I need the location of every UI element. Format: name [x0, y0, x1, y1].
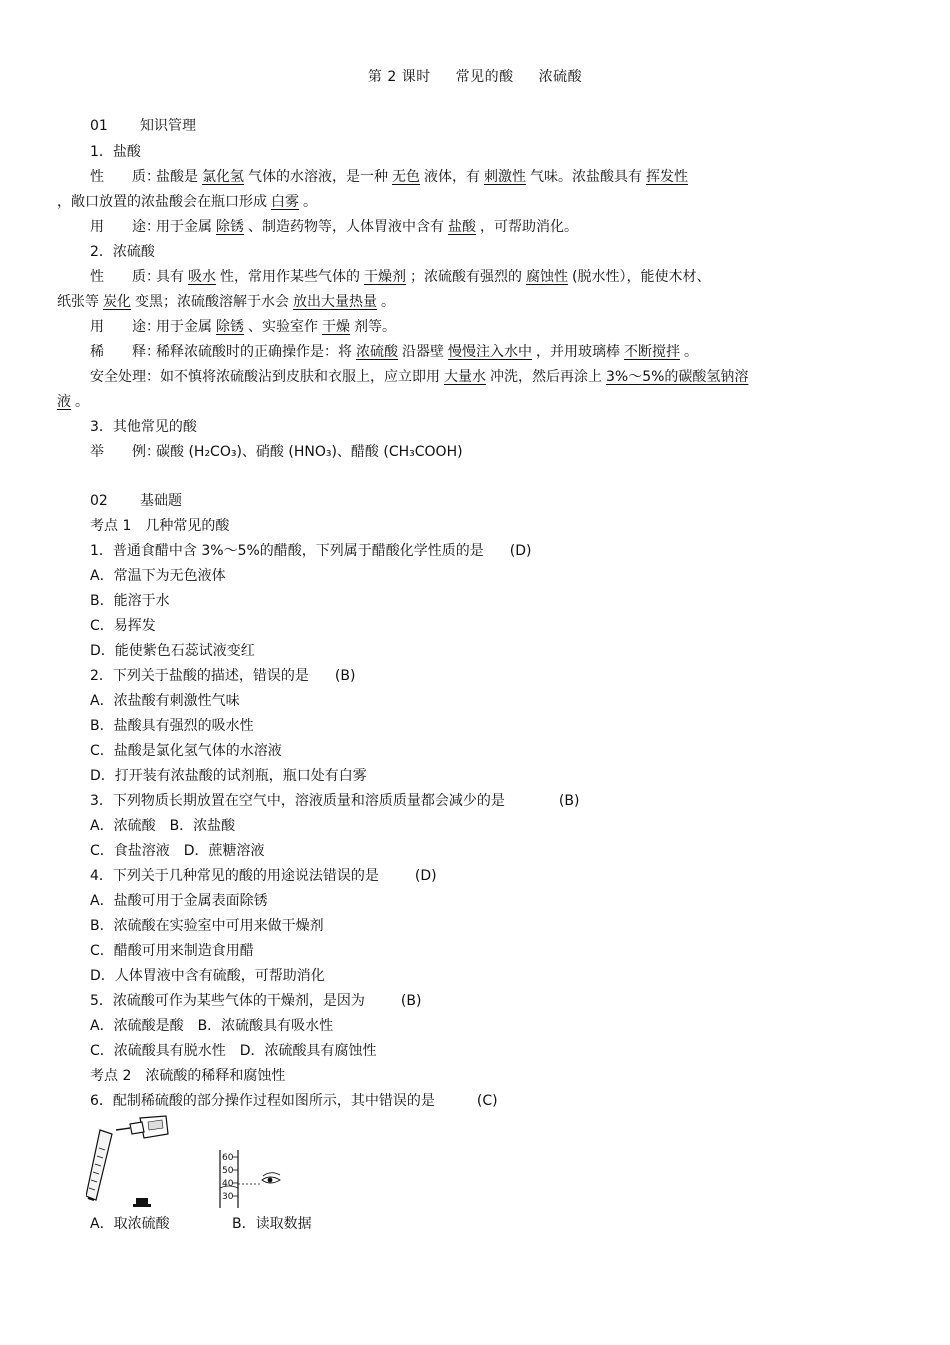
option: A．浓硫酸是酸 B．浓硫酸具有吸水性	[90, 1018, 334, 1034]
option: B．浓硫酸在实验室中可用来做干燥剂	[90, 918, 324, 934]
graduated-cylinder-tilted	[86, 1130, 112, 1200]
text: 碳酸 (H₂CO₃)、硝酸 (HNO₃)、醋酸 (CH₃COOH)	[156, 444, 463, 460]
text: 具有	[156, 269, 184, 285]
text: 。	[381, 294, 395, 310]
option: A．常温下为无色液体	[90, 568, 226, 584]
blank-answer: 除锈	[216, 219, 244, 235]
text: ，可帮助消化。	[480, 219, 578, 235]
text: 2．下列关于盐酸的描述，错误的是	[90, 668, 309, 684]
label: 用 途：	[90, 319, 160, 335]
title-lesson: 第 2 课时	[367, 69, 431, 85]
hcl-properties-line1	[90, 167, 692, 187]
answer: (B)	[400, 993, 422, 1009]
h2so4-properties-line1	[90, 267, 710, 287]
section-number: 01	[90, 118, 108, 134]
section-number: 02	[90, 493, 108, 509]
key-point-2: 考点 2 浓硫酸的稀释和腐蚀性	[90, 1068, 286, 1084]
blank-answer: 大量水	[444, 369, 486, 385]
blank-answer: 慢慢注入水中	[448, 344, 532, 360]
bottle-stopper	[133, 1198, 151, 1207]
label: 举 例：	[90, 444, 160, 460]
option: C．浓硫酸具有脱水性 D．浓硫酸具有腐蚀性	[90, 1043, 377, 1059]
option: D．能使紫色石蕊试液变红	[90, 643, 255, 659]
hcl-uses-line	[90, 217, 578, 237]
text: 、制造药物等，人体胃液中含有	[248, 219, 444, 235]
text: 气味。浓盐酸具有	[530, 169, 642, 185]
blank-answer: 无色	[392, 169, 420, 185]
text: 沿器壁	[402, 344, 444, 360]
option: B．盐酸具有强烈的吸水性	[90, 718, 254, 734]
answer: (B)	[334, 668, 356, 684]
answer: (D)	[414, 868, 437, 884]
hcl-heading: 1．盐酸	[90, 144, 141, 160]
text: 液体，有	[424, 169, 480, 185]
question-2-stem	[90, 666, 355, 686]
label: 性 质：	[90, 269, 160, 285]
h2so4-dilution-line	[90, 342, 698, 362]
cylinder-scale	[220, 1150, 238, 1208]
answer: (B)	[558, 793, 580, 809]
scale-label: 30	[222, 1192, 234, 1202]
eye-icon	[262, 1173, 280, 1183]
text: 稀释浓硫酸时的正确操作是：将	[156, 344, 352, 360]
h2so4-safety-line1	[90, 367, 752, 387]
text: 。	[303, 194, 317, 210]
text: 性，常用作某些气体的	[220, 269, 360, 285]
figure-b-read-scale	[216, 1150, 286, 1210]
option: B．能溶于水	[90, 593, 170, 609]
blank-answer: 吸水	[188, 269, 216, 285]
text: ，敞口放置的浓盐酸会在瓶口形成	[57, 194, 267, 210]
option: D．打开装有浓盐酸的试剂瓶，瓶口处有白雾	[90, 768, 367, 784]
scale-label: 40	[222, 1179, 234, 1189]
blank-answer: 放出大量热量	[293, 294, 377, 310]
blank-answer: 液	[57, 394, 71, 410]
text: 。	[684, 344, 698, 360]
section-knowledge-heading	[90, 116, 196, 136]
label: 性 质：	[90, 169, 160, 185]
text: (脱水性），能使木材、	[572, 269, 711, 285]
answer: (D)	[509, 543, 532, 559]
blank-answer: 干燥	[322, 319, 350, 335]
text: ；浓硫酸有强烈的	[410, 269, 522, 285]
h2so4-properties-line2	[57, 292, 395, 312]
blank-answer: 白雾	[271, 194, 299, 210]
option: D．人体胃液中含有硫酸，可帮助消化	[90, 968, 325, 984]
scale-label: 60	[222, 1153, 234, 1163]
option: C．醋酸可用来制造食用醋	[90, 943, 254, 959]
figure-b-caption: B．读取数据	[232, 1216, 312, 1232]
label: 用 途：	[90, 219, 160, 235]
h2so4-uses-line	[90, 317, 396, 337]
section-name: 基础题	[140, 493, 182, 509]
text: 。	[75, 394, 89, 410]
blank-answer: 干燥剂	[364, 269, 406, 285]
option: C．食盐溶液 D．蔗糖溶液	[90, 843, 265, 859]
blank-answer: 浓硫酸	[356, 344, 398, 360]
title-topic: 常见的酸	[455, 69, 514, 85]
h2so4-safety-line2	[57, 392, 89, 412]
text: 变黑；浓硫酸溶解于水会	[135, 294, 289, 310]
blank-answer: 不断搅拌	[624, 344, 680, 360]
question-5-stem	[90, 991, 421, 1011]
other-acids-examples	[90, 442, 463, 462]
text: 剂等。	[354, 319, 396, 335]
blank-answer: 盐酸	[448, 219, 476, 235]
scale-label: 50	[222, 1166, 234, 1176]
text: 4．下列关于几种常见的酸的用途说法错误的是	[90, 868, 379, 884]
figure-a-pour-acid	[86, 1114, 176, 1210]
blank-answer: 挥发性	[646, 169, 688, 185]
question-3-stem	[90, 791, 579, 811]
blank-answer: 腐蚀性	[526, 269, 568, 285]
blank-answer: 除锈	[216, 319, 244, 335]
other-acids-heading: 3．其他常见的酸	[90, 419, 197, 435]
text: 安全处理：如不慎将浓硫酸沾到皮肤和衣服上，应立即用	[90, 369, 440, 385]
option: A．盐酸可用于金属表面除锈	[90, 893, 268, 909]
section-name: 知识管理	[140, 118, 196, 134]
section-basic-heading	[90, 491, 182, 511]
page-title	[0, 66, 950, 86]
blank-answer: 炭化	[103, 294, 131, 310]
title-subtopic: 浓硫酸	[538, 69, 583, 85]
text: 盐酸是	[156, 169, 198, 185]
option: C．易挥发	[90, 618, 156, 634]
blank-answer: 3%～5%的碳酸氢钠溶	[606, 369, 749, 385]
figure-a-caption: A．取浓硫酸	[90, 1216, 170, 1232]
question-1-stem	[90, 541, 532, 561]
option: A．浓盐酸有刺激性气味	[90, 693, 240, 709]
text: 5．浓硫酸可作为某些气体的干燥剂，是因为	[90, 993, 365, 1009]
blank-answer: 氯化氢	[202, 169, 244, 185]
text: 用于金属	[156, 319, 212, 335]
hcl-properties-line2	[57, 192, 317, 212]
text: 用于金属	[156, 219, 212, 235]
blank-answer: 刺激性	[484, 169, 526, 185]
h2so4-heading: 2．浓硫酸	[90, 244, 155, 260]
text: 纸张等	[57, 294, 99, 310]
option: C．盐酸是氯化氢气体的水溶液	[90, 743, 282, 759]
text: ，并用玻璃棒	[536, 344, 620, 360]
text: 冲洗，然后再涂上	[490, 369, 602, 385]
label: 稀 释：	[90, 344, 160, 360]
text: 、实验室作	[248, 319, 318, 335]
key-point-1: 考点 1 几种常见的酸	[90, 518, 230, 534]
text: 6．配制稀硫酸的部分操作过程如图所示，其中错误的是	[90, 1093, 435, 1109]
text: 气体的水溶液，是一种	[248, 169, 388, 185]
option: A．浓硫酸 B．浓盐酸	[90, 818, 236, 834]
reagent-bottle	[116, 1116, 168, 1138]
text: 1．普通食醋中含 3%～5%的醋酸，下列属于醋酸化学性质的是	[90, 543, 484, 559]
answer: (C)	[476, 1093, 498, 1109]
question-6-stem	[90, 1091, 498, 1111]
question-4-stem	[90, 866, 437, 886]
text: 3．下列物质长期放置在空气中，溶液质量和溶质质量都会减少的是	[90, 793, 505, 809]
